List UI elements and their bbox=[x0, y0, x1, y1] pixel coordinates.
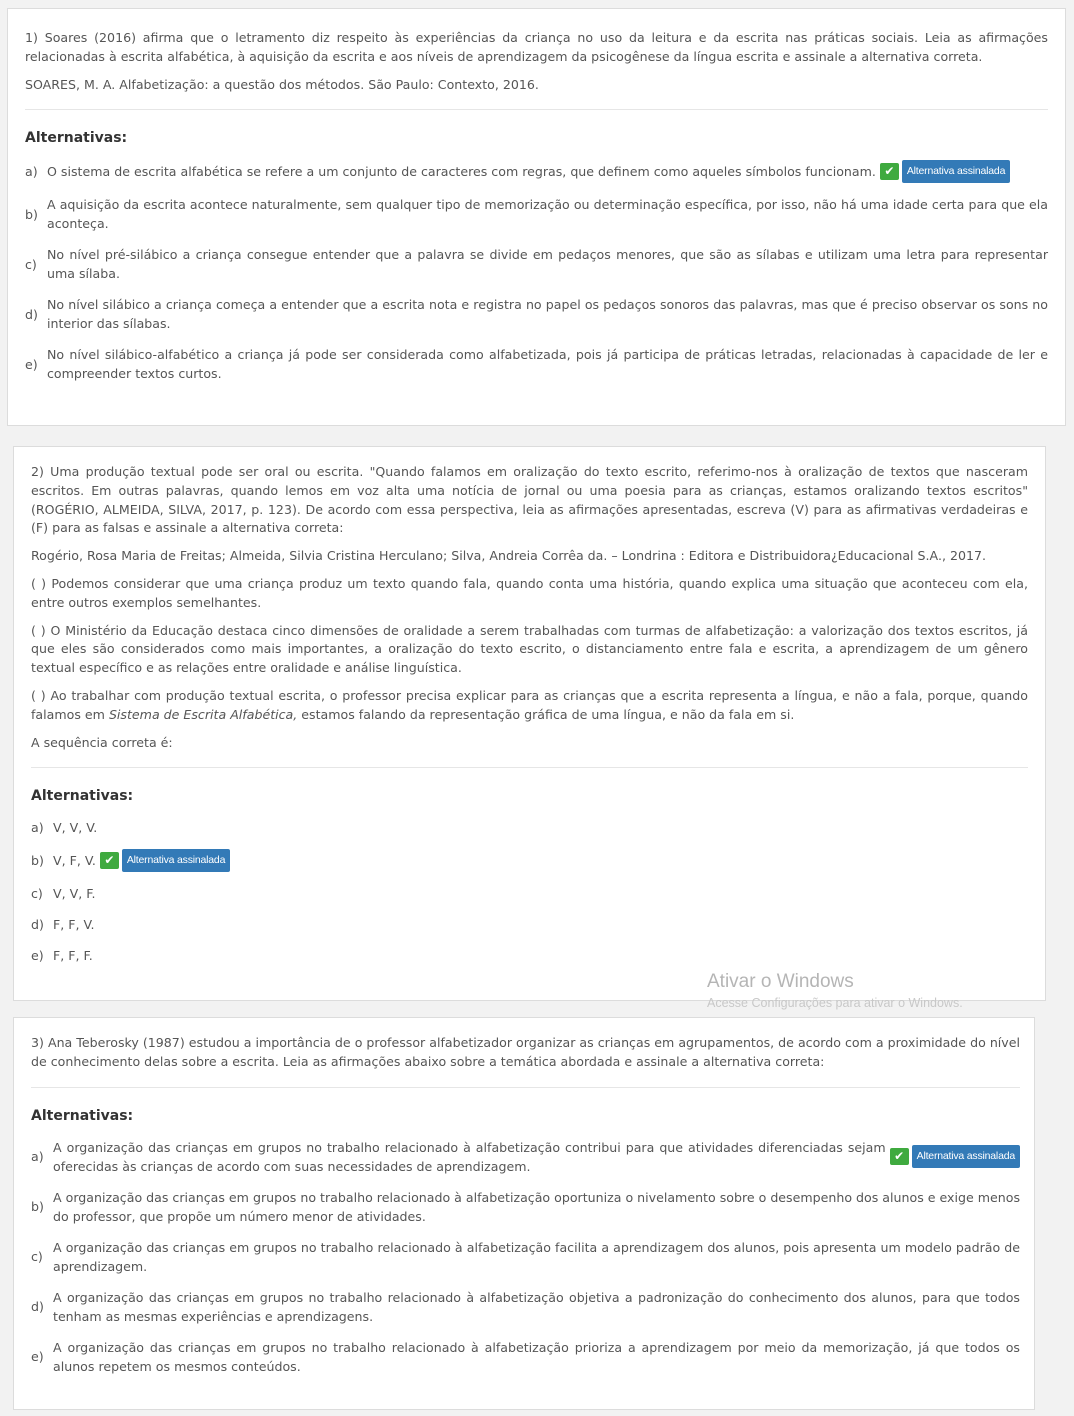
alternative-text: No nível silábico-alfabético a criança já pode ser considerada como alfabetizada, pois já participa de práticas letradas, relacionadas à capacidade de ler e compreender textos curtos. bbox=[47, 347, 1048, 382]
selected-indicator bbox=[890, 1145, 1020, 1168]
statement-3-start: ( ) Ao trabalhar com produção textual escrita, o professor precisa explicar para as crianças que a escrita representa a língua, e não a fala, porque, quando falamos em bbox=[31, 687, 1028, 722]
alternative-e[interactable] bbox=[25, 345, 1048, 383]
question-reference: Rogério, Rosa Maria de Freitas; Almeida, Silvia Cristina Herculano; Silva, Andreia Corrêa da. – Londrina : Editora e Distribuidora¿Educacional S.A., 2017. bbox=[31, 548, 987, 564]
statement-2: ( ) O Ministério da Educação destaca cinco dimensões de oralidade a serem trabalhadas com turmas de alfabetização: a valorização dos textos escritos, já que eles são considerados como mais importantes, a oralização do texto escrito, o distanciamento entre fala e escrita, a aprendizagem de um gênero textual específico e as relações entre oralidade e análise linguística. bbox=[31, 622, 1028, 676]
alternative-text: A aquisição da escrita acontece naturalmente, sem qualquer tipo de memorização ou determinação específica, por isso, não há uma idade certa para que ela aconteça. bbox=[47, 197, 1048, 232]
divider bbox=[25, 109, 1048, 110]
question-reference: SOARES, M. A. Alfabetização: a questão dos métodos. São Paulo: Contexto, 2016. bbox=[25, 76, 539, 92]
question-card-3 bbox=[13, 1017, 1035, 1410]
alternative-a[interactable] bbox=[31, 1138, 1020, 1176]
alternative-c[interactable] bbox=[31, 1238, 1020, 1276]
alternative-letter: c) bbox=[31, 886, 43, 902]
alternatives-title: Alternativas: bbox=[31, 788, 134, 805]
alternative-b[interactable] bbox=[31, 1188, 1020, 1226]
alternative-text: No nível silábico a criança começa a entender que a escrita nota e registra no papel os pedaços sonoros das palavras, mas que é preciso observar os sons no interior das sílabas. bbox=[47, 297, 1048, 332]
divider bbox=[31, 1087, 1020, 1088]
alternative-letter: e) bbox=[25, 356, 38, 372]
alternative-letter: c) bbox=[31, 1249, 43, 1265]
alternatives-title: Alternativas: bbox=[31, 1107, 134, 1124]
alternative-letter: d) bbox=[25, 306, 38, 322]
alternative-a[interactable] bbox=[25, 160, 1048, 183]
alternative-d[interactable] bbox=[31, 915, 1028, 934]
alternative-b[interactable] bbox=[31, 849, 1028, 872]
alternative-letter: e) bbox=[31, 948, 44, 964]
alternative-text: A organização das crianças em grupos no trabalho relacionado à alfabetização contribui para que atividades diferenciadas sejam oferecidas às crianças de acordo com suas necessidades de aprendizagem. bbox=[53, 1139, 886, 1174]
question-statement: 1) Soares (2016) afirma que o letramento diz respeito às experiências da criança no uso da leitura e da escrita nas práticas sociais. Leia as afirmações relacionadas à escrita alfabética, à aquisição da escrita e aos níveis de aprendizagem da psicogênese da língua escrita e assinale a alternativa correta. bbox=[25, 30, 1048, 64]
alternative-text: F, F, F. bbox=[53, 948, 93, 964]
alternative-text: A organização das crianças em grupos no trabalho relacionado à alfabetização facilita a aprendizagem dos alunos, pois apresenta um modelo padrão de aprendizagem. bbox=[53, 1239, 1020, 1274]
alternative-e[interactable] bbox=[31, 1338, 1020, 1376]
check-icon: ✔ bbox=[880, 163, 899, 180]
selected-badge: Alternativa assinalada bbox=[902, 160, 1010, 183]
alternative-letter: b) bbox=[25, 206, 38, 222]
alternative-letter: c) bbox=[25, 256, 37, 272]
statement-3 bbox=[31, 687, 1028, 725]
divider bbox=[31, 767, 1028, 768]
alternative-letter: a) bbox=[31, 1149, 44, 1165]
alternative-text: V, V, F. bbox=[53, 886, 96, 902]
question-statement: 2) Uma produção textual pode ser oral ou escrita. "Quando falamos em oralização do texto escrito, referimo-nos à oralização de textos que nasceram escritos. Em outras palavras, quando lemos em voz alta uma notícia de jornal ou uma poesia para as crianças, estamos oralizando textos escritos" (ROGÉRIO, ALMEIDA, SILVA, 2017, p. 123). De acordo com essa perspectiva, leia as afirmações apresentadas, escreva (V) para as afirmativas verdadeiras e (F) para as falsas e assinale a alternativa correta: bbox=[31, 464, 1028, 536]
alternative-d[interactable] bbox=[31, 1288, 1020, 1326]
windows-activation-subtitle: Acesse Configurações para ativar o Windows. bbox=[707, 996, 963, 1010]
selected-badge: Alternativa assinalada bbox=[912, 1145, 1020, 1168]
statement-1: ( ) Podemos considerar que uma criança produz um texto quando fala, quando conta uma história, quando explica uma situação que aconteceu com ela, entre outros exemplos semelhantes. bbox=[31, 575, 1028, 610]
alternative-letter: d) bbox=[31, 1299, 44, 1315]
alternative-c[interactable] bbox=[25, 245, 1048, 283]
alternative-b[interactable] bbox=[25, 195, 1048, 233]
alternative-e[interactable] bbox=[31, 946, 1028, 965]
alternative-a[interactable] bbox=[31, 818, 1028, 837]
question-card-1 bbox=[7, 8, 1066, 426]
alternative-letter: a) bbox=[25, 164, 38, 180]
selected-indicator bbox=[880, 160, 1010, 183]
alternative-text: V, V, V. bbox=[53, 820, 98, 836]
alternative-text: V, F, V. bbox=[53, 853, 96, 869]
check-icon: ✔ bbox=[100, 852, 119, 869]
alternative-d[interactable] bbox=[25, 295, 1048, 333]
windows-activation-title: Ativar o Windows bbox=[707, 971, 854, 992]
alternative-letter: e) bbox=[31, 1349, 44, 1365]
selected-indicator bbox=[100, 849, 230, 872]
question-statement: 3) Ana Teberosky (1987) estudou a importância de o professor alfabetizador organizar as crianças em agrupamentos, de acordo com a proximidade do nível de conhecimento delas sobre a escrita. Leia as afirmações abaixo sobre a temática abordada e assinale a alternativa correta: bbox=[31, 1035, 1020, 1069]
alternative-c[interactable] bbox=[31, 884, 1028, 903]
alternative-text: No nível pré-silábico a criança consegue entender que a palavra se divide em pedaços menores, que são as sílabas e utilizam uma letra para representar uma sílaba. bbox=[47, 247, 1048, 282]
alternative-text: A organização das crianças em grupos no trabalho relacionado à alfabetização oportuniza o nivelamento sobre o desempenho dos alunos e exige menos do professor, que propõe um número menor de atividades. bbox=[53, 1189, 1021, 1224]
alternatives-title: Alternativas: bbox=[25, 130, 128, 147]
alternative-letter: d) bbox=[31, 917, 44, 933]
alternative-letter: b) bbox=[31, 1199, 44, 1215]
alternative-letter: a) bbox=[31, 820, 44, 836]
alternative-letter: b) bbox=[31, 853, 44, 869]
selected-badge: Alternativa assinalada bbox=[122, 849, 230, 872]
alternative-text: F, F, V. bbox=[53, 917, 95, 933]
alternative-text: A organização das crianças em grupos no trabalho relacionado à alfabetização objetiva a padronização do conhecimento dos alunos, para que todos tenham as mesmas experiências e aprendizagens. bbox=[53, 1289, 1020, 1324]
alternative-text: O sistema de escrita alfabética se refere a um conjunto de caracteres com regras, que definem como aqueles símbolos funcionam. bbox=[47, 164, 876, 180]
check-icon: ✔ bbox=[890, 1148, 909, 1165]
alternative-text: A organização das crianças em grupos no trabalho relacionado à alfabetização prioriza a aprendizagem por meio da memorização, já que todos os alunos repetem os mesmos conteúdos. bbox=[53, 1339, 1020, 1374]
sequence-prompt: A sequência correta é: bbox=[31, 734, 173, 750]
statement-3-end: estamos falando da representação gráfica de uma língua, e não da fala em si. bbox=[297, 706, 795, 722]
statement-3-italic: Sistema de Escrita Alfabética, bbox=[108, 706, 298, 722]
